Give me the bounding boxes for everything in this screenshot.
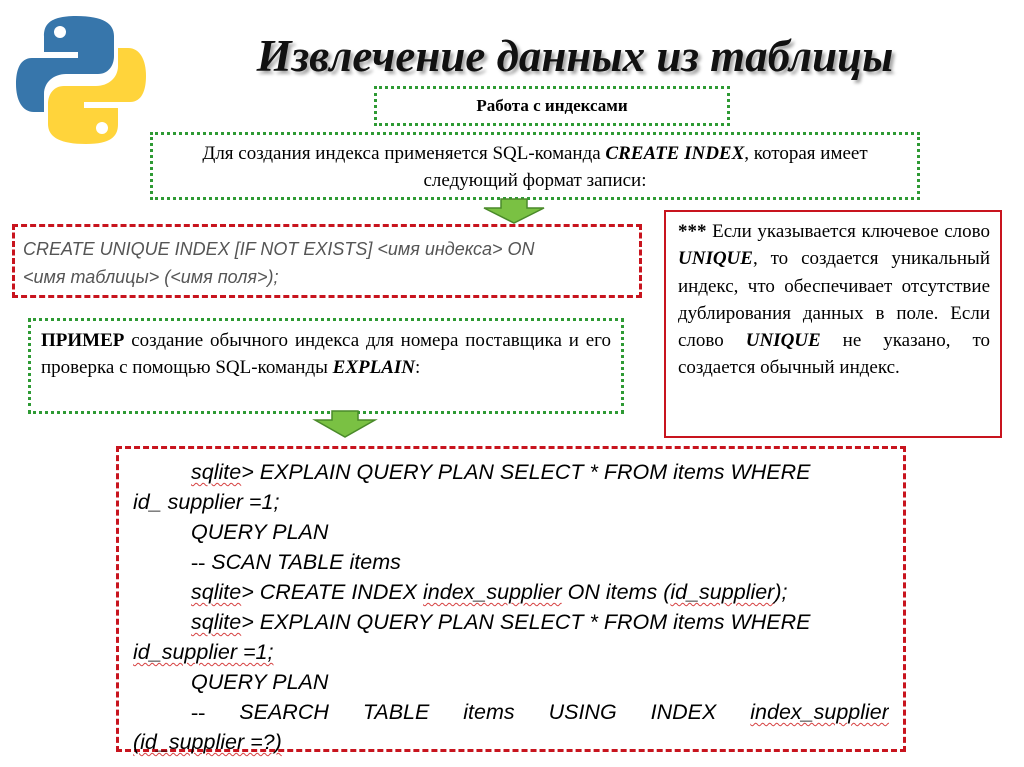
python-logo-icon	[14, 12, 148, 148]
code-example-box	[116, 446, 906, 752]
unique-note-box	[664, 210, 1002, 438]
code-line: (id_supplier =?)	[133, 730, 282, 754]
note-part-2: , то создается уникальный индекс, что обеспечивает отсутствие дублирования данных в поле. Если слово	[678, 248, 990, 352]
code-line: QUERY PLAN	[191, 520, 329, 544]
section-header-box	[374, 86, 730, 126]
code-line: sqlite> CREATE INDEX index_supplier ON items (id_supplier);	[191, 580, 788, 604]
syntax-line-2: <имя таблицы> (<имя поля>);	[23, 267, 279, 287]
intro-text-before: Для создания индекса применяется SQL-команда	[202, 143, 606, 164]
intro-text-after: , которая имеет следующий формат записи:	[423, 143, 868, 191]
example-label: ПРИМЕР	[41, 330, 125, 351]
note-keyword-1: UNIQUE	[678, 248, 753, 270]
note-stars: ***	[678, 221, 707, 242]
code-line: sqlite> EXPLAIN QUERY PLAN SELECT * FROM items WHERE	[191, 460, 811, 484]
note-keyword-2: UNIQUE	[745, 330, 821, 352]
note-part-1: Если указывается ключевое слово	[706, 221, 990, 242]
code-line: id_ supplier =1;	[133, 490, 280, 514]
down-arrow-icon	[481, 198, 547, 224]
code-line: -- SEARCH TABLE items USING INDEX index_supplier	[191, 700, 889, 724]
code-line: id_supplier =1;	[133, 640, 274, 664]
example-suffix: :	[415, 357, 421, 379]
down-arrow-icon	[312, 410, 378, 438]
intro-box	[150, 132, 920, 200]
intro-command: CREATE INDEX	[605, 143, 745, 164]
example-text: создание обычного индекса для номера поставщика и его проверка с помощью SQL-команды	[41, 330, 611, 379]
syntax-line-1: CREATE UNIQUE INDEX [IF NOT EXISTS] <имя индекса> ON	[23, 239, 535, 259]
code-line: -- SCAN TABLE items	[191, 550, 401, 574]
page-title: Извлечение данных из таблицы	[256, 31, 894, 81]
example-box	[28, 318, 624, 414]
example-command: EXPLAIN	[332, 357, 416, 379]
syntax-box	[12, 224, 642, 298]
note-part-3: не указано, то создается обычный индекс.	[678, 330, 990, 379]
code-line: QUERY PLAN	[191, 670, 329, 694]
section-header-text: Работа с индексами	[476, 96, 628, 115]
code-line: sqlite> EXPLAIN QUERY PLAN SELECT * FROM items WHERE	[191, 610, 811, 634]
